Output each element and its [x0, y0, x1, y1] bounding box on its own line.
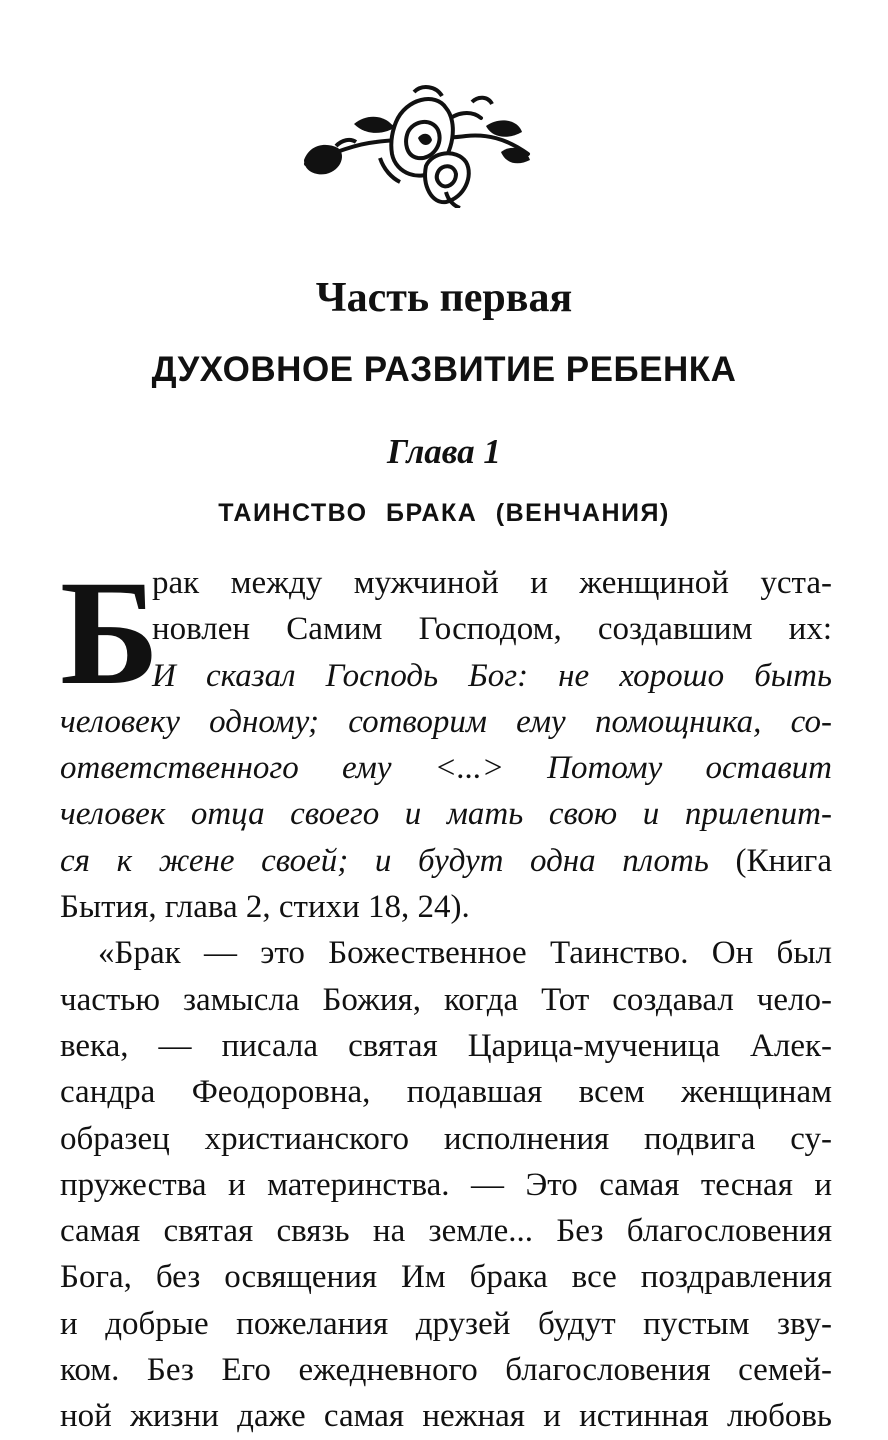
text-line: ком. Без Его ежедневного благословения семей-: [60, 1352, 832, 1389]
text-line: самая святая связь на земле... Без благословения: [60, 1213, 832, 1250]
text-line: новлен Самим Господом, создавшим их:: [152, 611, 832, 648]
chapter-title: ТАИНСТВО БРАКА (ВЕНЧАНИЯ): [218, 499, 670, 527]
text-line: века, — писала святая Царица-мученица Алек-: [60, 1027, 832, 1064]
chapter-label: Глава 1: [387, 432, 501, 471]
text-line: рак между мужчиной и женщиной уста-: [152, 565, 832, 601]
text-line: Бытия, глава 2, стихи 18, 24).: [60, 889, 470, 926]
text-line: пружества и материнства. — Это самая тесная и: [60, 1166, 832, 1203]
rose-branch-ornament-icon: [296, 82, 536, 208]
text-line: ной жизни даже самая нежная и истинная любовь: [60, 1398, 832, 1435]
text-line: образец христианского исполнения подвига су-: [60, 1120, 832, 1157]
drop-cap: Б: [60, 550, 160, 716]
section-title: ДУХОВНОЕ РАЗВИТИЕ РЕБЕНКА: [151, 350, 737, 389]
text-line: человеку одному; сотворим ему помощника, со-: [60, 703, 832, 740]
text-line: И сказал Господь Бог: не хорошо быть: [152, 657, 832, 694]
text-line: ся к жене своей; и будут одна плоть (Книга: [60, 842, 832, 879]
text-line: Бога, без освящения Им брака все поздравления: [60, 1259, 832, 1296]
text-line: частью замысла Божия, когда Тот создавал чело-: [60, 981, 832, 1018]
text-line: ответственного ему <...> Потому оставит: [60, 750, 832, 787]
text-line: «Брак — это Божественное Таинство. Он был: [98, 935, 832, 972]
text-line: сандра Феодоровна, подавшая всем женщинам: [60, 1074, 832, 1111]
text-line: человек отца своего и мать свою и прилепит-: [60, 796, 832, 833]
body-text: [60, 550, 832, 1440]
part-title: Часть первая: [315, 275, 573, 321]
text-line: и добрые пожелания друзей будут пустым зву-: [60, 1305, 832, 1342]
